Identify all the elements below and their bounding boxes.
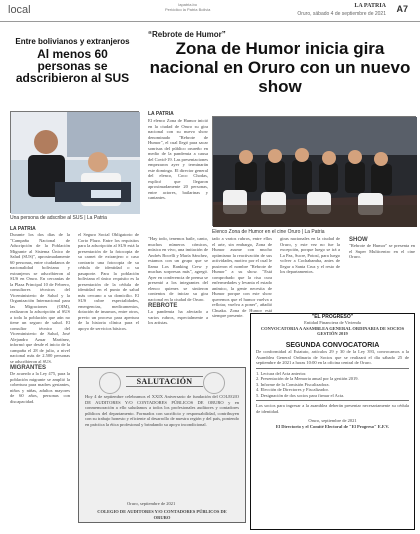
main-story-col5 [349, 236, 415, 313]
notice-point-1: 1. Lectura del Acta anterior. [256, 370, 307, 376]
ad-organization: COLEGIO DE AUDITORES Y/O CONTADORES PÚBLICOS DE ORURO [97, 509, 227, 520]
right-ornament-icon [203, 372, 225, 394]
notice-point-3: 3. Informe de la Comisión Fiscalizadora. [256, 381, 330, 387]
main-col2-text: "Hay todo, tenemos baile, canto, muchos números cómicos, música en vivo, una imitación de Andrés Bocelli y María Sánchez, estamos con un grupo que se llama Los Ranking Crew y muchas sorpresas más", agregó. Ayer en conferencia de prensa se presentó a los integrantes del elenco quienes se sintieron contentos de iniciar su gira nacional en la ciudad de Oruro. [148, 236, 208, 302]
main-photo [212, 116, 416, 226]
main-col4-subhead: SHOW [349, 237, 368, 243]
left-photo-caption: Una persona de adscribe al SUS | La Patria [10, 215, 107, 221]
comedy-cast-image [213, 117, 417, 227]
left-col2-text: el Seguro Social Obligatorio de Corto Plazo. Entre los requisitos para la adscripción al SUS está la presentación de la fotocopia de su carnet de extranjero o caso contrario una fotocopia de su cédula de identidad o su pasaporte. Para la población boliviana el único requisito es la presentación de la cédula de identidad en el punto de salud más cercano a su domicilio. El SUS cubre especialidades, emergencias, medicamentos, dotación de insumos, entre otros, previo un proceso para apertura de la historia clínica para el apoyo de servicios básicos. [78, 232, 139, 331]
notice-date: Oruro, septiembre de 2021 [308, 418, 357, 423]
notice-point-4: 4. Elección de Directores y Fiscalizador. [256, 387, 329, 392]
notice-note: Los socios para ingresar a la asamblea deberán presentar necesariamente su cédula de identidad. [256, 403, 409, 414]
left-headline-block [10, 37, 135, 84]
ad-title: SALUTACIÓN [126, 376, 203, 387]
notice-point-5: 5. Designación de dos socios para firmar el Acta. [256, 392, 345, 398]
page-number: A7 [396, 4, 408, 14]
main-story-col2 [148, 236, 208, 325]
left-headline: Al menos 60 personas se adscribieron al SUS [15, 47, 130, 85]
left-story-col1 [10, 232, 70, 529]
convocatoria-notice [250, 313, 415, 530]
left-source: LA PATRIA [10, 226, 36, 232]
section-label: local [8, 4, 31, 16]
notice-heading: SEGUNDA CONVOCATORIA [285, 341, 380, 349]
main-col2-subhead: REBROTE [148, 303, 178, 309]
notice-subtitle: Entidad Financiera de Vivienda [304, 320, 361, 325]
notice-point-2: 2. Presentación de la Memoria anual por la gestión 2019. [256, 376, 359, 381]
notice-title: "EL PROGRESO" [311, 314, 354, 320]
migrant-registration-image [11, 112, 140, 214]
issue-date: Oruro, sábado 4 de septiembre de 2021 [297, 11, 386, 17]
main-col3-text: tado a varios rubros, entre ellos el arte, sin embargo, Zona de Humor asume con mucho optimismo la reactivación de sus actividades, motivo por el cual le pusieron el nombre "Rebrote de Humor" a su show. "Está comprobado que la risa cura enfermedades y levanta el estado anímico, la gente necesita de Humor porque con este show queremos que el humor vuelva a reflotar, vuelva a poner", añadió Chuaka. Zona de Humor está siempre presente. [212, 236, 272, 318]
masthead-center [165, 2, 210, 12]
paper-name: LA PATRIA [354, 3, 386, 9]
main-col4-text: giras nacionales en la ciudad de Oruro, y este vez no fue la excepción, porque luego se irá a La Paz, Sucre, Potosí, para luego volver a Cochabamba, antes de llegar a Santa Cruz y el resto de los departamentos. [280, 236, 340, 274]
left-story-col2 [78, 232, 139, 363]
notice-text: De conformidad al Estatuto, artículos 29 y 30 de la Ley 393, convocamos a la Asamblea General Ordinaria de Socios que se realizará el día sábado 25 de septiembre de 2021 a horas 10:00 en la oficina central de Oruro. [256, 349, 409, 365]
ad-body: Hoy 4 de septiembre celebramos el XXIX Aniversario de fundación del COLEGIO DE AUDITORES Y/O CONTADORES PÚBLICOS DE ORURO y en conmemoración a ello saludamos a todos los profesionales auditores y contadores públicos del departamento. Formados con sacrificio y responsabilidad, contribuyen con su trabajo honesto y eficiente al desarrollo de nuestra región y del país, poniendo en práctica la ética profesional y brindando su apoyo incondicional. [85, 394, 239, 427]
notice-divider-2 [256, 400, 409, 401]
main-col4-more: "Rebrote de Humor" se presenta en el Super Multicentro en el cine Oruro. [349, 243, 415, 259]
notice-divider [256, 368, 409, 369]
left-kicker: Entre bolivianos y extranjeros [15, 37, 130, 46]
main-story-col4 [280, 236, 340, 313]
left-ornament-icon [99, 372, 121, 394]
left-col1-text: Durante los dos días de la "Campaña Nacional de Adscripción de la Población Migrante al Sistema Único de Salud (SUS)", aproximadamente 60 personas, entre ciudadanos de nacionalidad boliviana y extranjeros se adscribieron al SUS en Oruro. En cercanías de la Plaza Principal 10 de Febrero, consultores técnicos del Viceministerio de Salud y la Organización Internacional para las Migraciones (OIM), realizaron la adscripción al SUS a toda la población que aún no tiene un seguro de salud. El consultor técnico del Viceministerio de Salud, José Alejandro Azuar Martínez, informó que desde el inicio de la campaña el 28 de julio, a nivel nacional más de 2.500 personas se adscribieron al SUS. [10, 232, 70, 364]
main-kicker: “Rebrote de Humor” [148, 30, 226, 39]
ad-signature: Oruro, septiembre de 2021 [127, 501, 176, 506]
salutation-ad [78, 367, 246, 523]
newspaper-header [0, 0, 420, 22]
left-col1-more: De acuerdo a la Ley 475, para la población migrante se amplió la cobertura para madres gestantes, niños y niñas, adultos mayores de 60 años, personas con discapacidad. [10, 371, 70, 404]
main-story-col3 [212, 236, 272, 318]
mast-top: lapatria.bo [178, 2, 198, 7]
left-photo [10, 111, 139, 213]
main-col2-more: La pandemia ha afectado a varios rubros, especialmente a los artistas. [148, 309, 208, 325]
mast-bottom: Periódico la Patria Bolivia [165, 7, 211, 12]
notice-signature: El Directorio y el Comité Electoral de "El Progreso" E.F.V. [275, 423, 390, 429]
notice-assembly: CONVOCATORIA A ASAMBLEA GENERAL ORDINARIA DE SOCIOS GESTIÓN 2019 [260, 325, 405, 336]
main-story-col1 [148, 118, 208, 234]
main-source: LA PATRIA [148, 111, 174, 117]
left-subhead: MIGRANTES [10, 365, 46, 371]
notice-body [256, 349, 409, 521]
main-col1-text: El elenco Zona de Humor inició en la ciudad de Oruro su gira nacional con su nuevo show denominado "Rebrote de Humor", el cual llegó para sacar sonrisas del público orureño en medio de la pandemia a causa del Covid-19. Las presentaciones empezaron ayer y terminarán este domingo. El director general del elenco, Coco Chodas, explicó que llegaron aproximadamente 20 personas, entre actores, bailarinas y cantantes. [148, 118, 208, 200]
main-photo-caption: Elenco Zona de Humor en el cine Oruro | La Patria [212, 229, 325, 235]
main-headline: Zona de Humor inicia gira nacional en Oruro con un nuevo show [149, 39, 411, 96]
